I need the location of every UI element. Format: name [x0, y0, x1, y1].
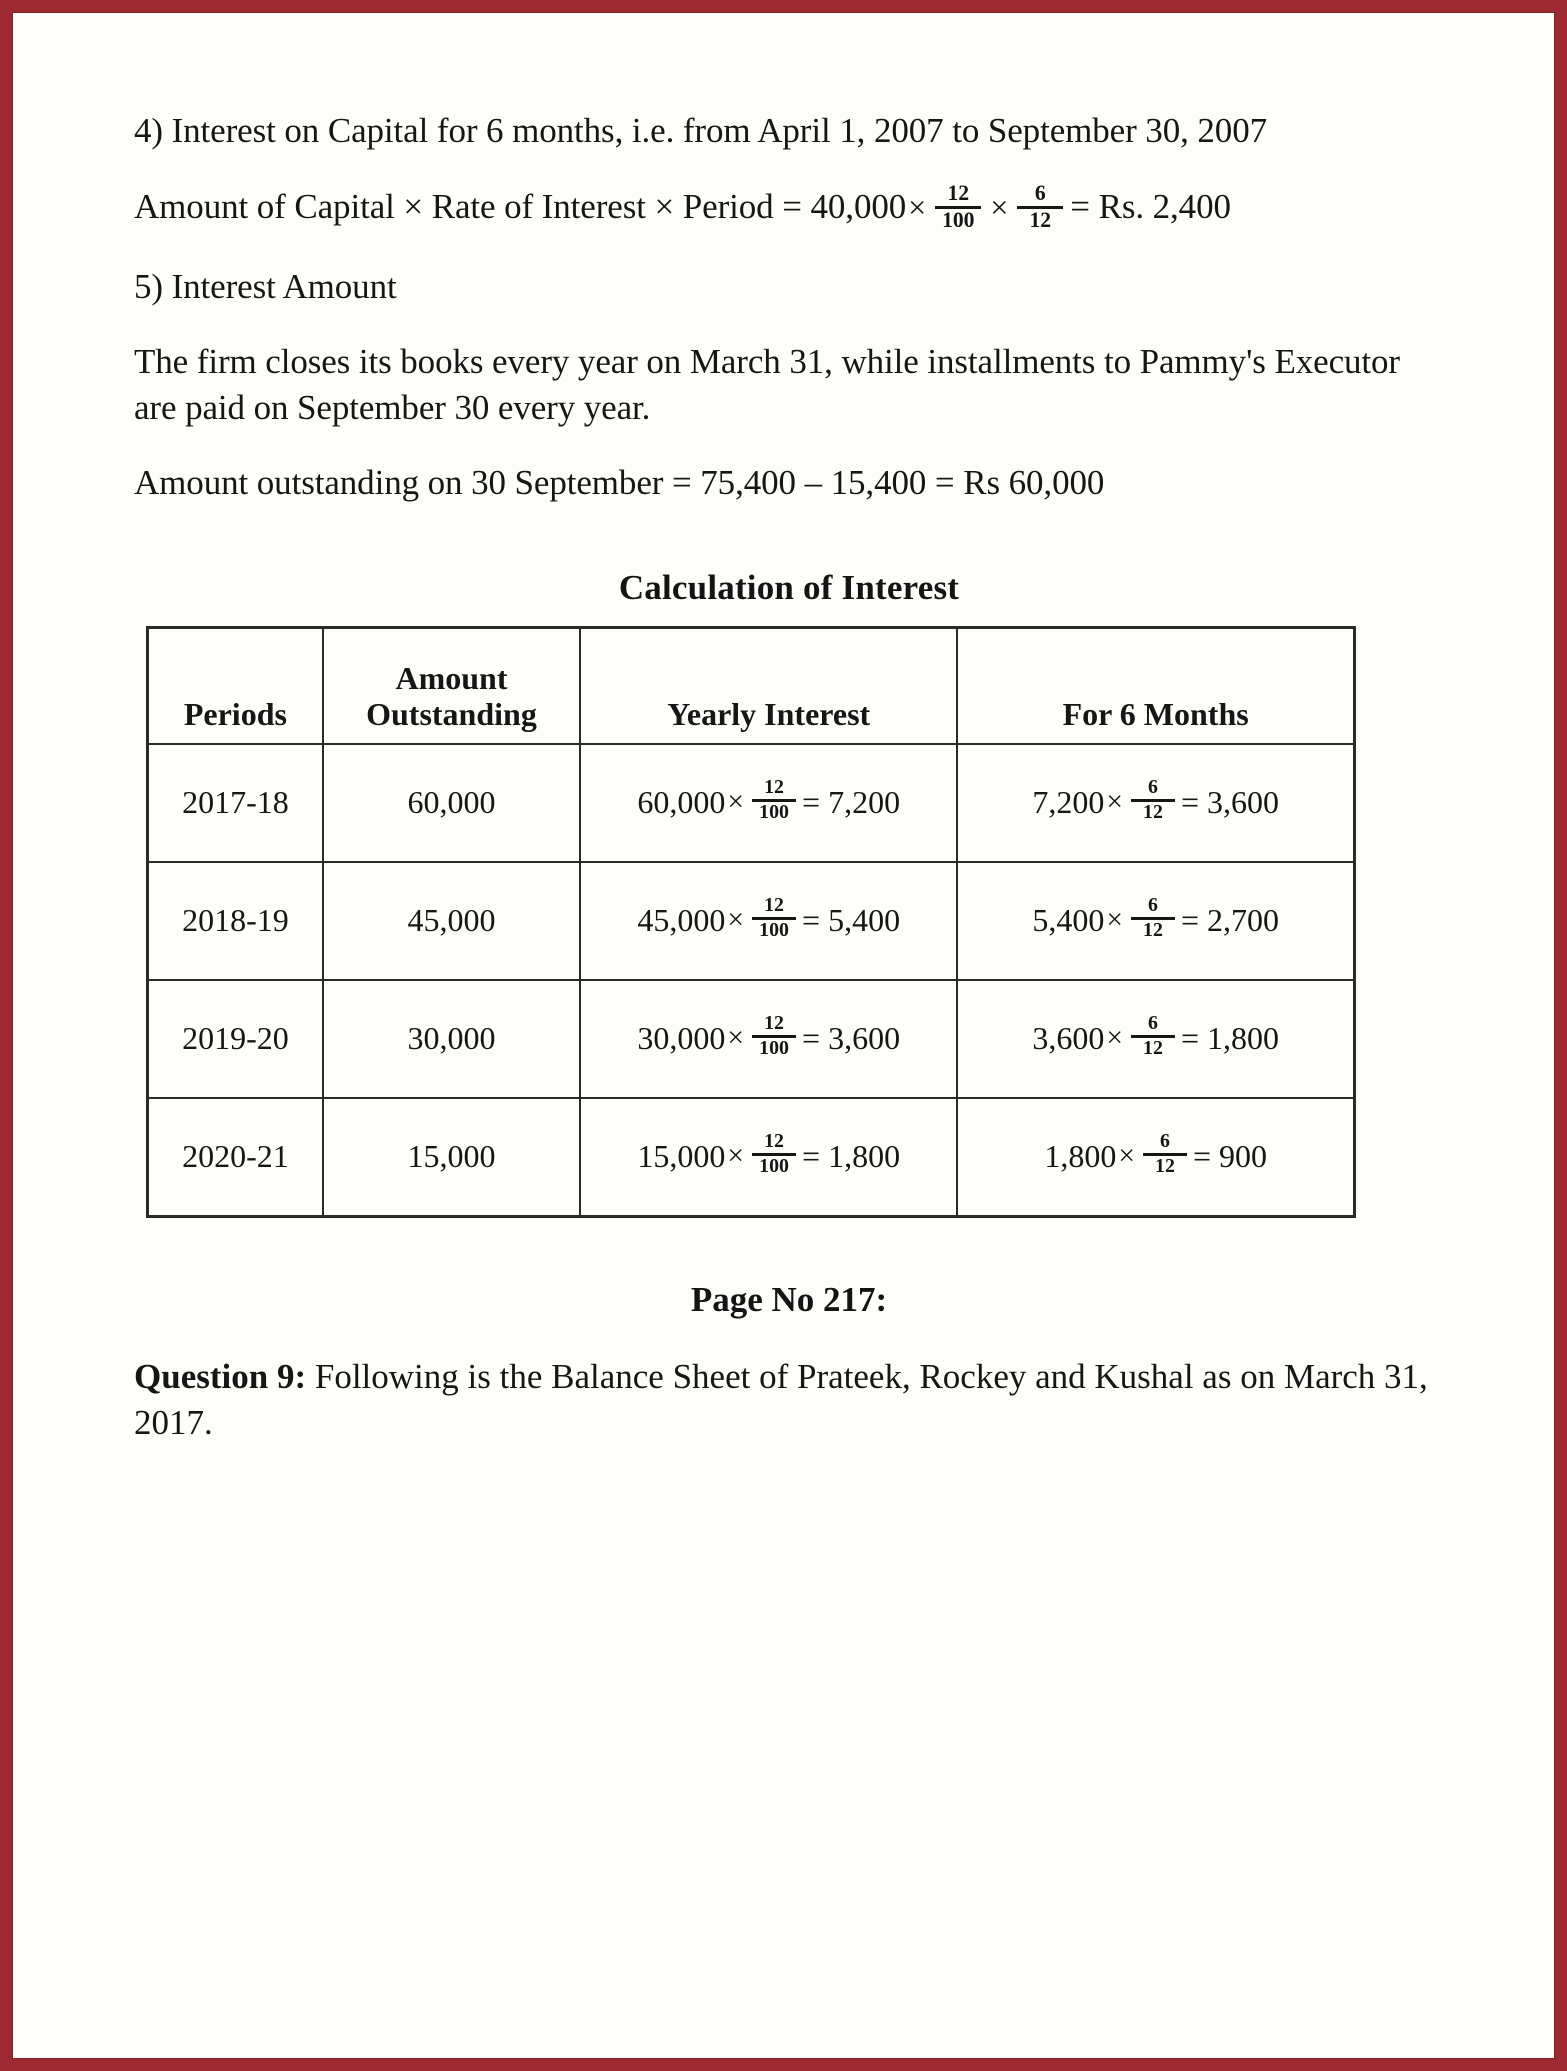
table-row	[148, 1098, 1355, 1217]
table-title: Calculation of Interest	[618, 567, 960, 607]
multiplication-sign: ×	[727, 1140, 745, 1173]
cell-period: 2017-18	[148, 744, 323, 862]
fraction-6-over-12	[1131, 778, 1175, 823]
fraction-numerator: 12	[947, 181, 969, 206]
expr-result: = 5,400	[802, 902, 901, 939]
cell-amount-outstanding: 45,000	[323, 862, 580, 980]
expr-result: = 1,800	[802, 1138, 901, 1175]
six-months-expression	[1032, 776, 1279, 825]
fraction-numerator: 6	[1147, 1012, 1158, 1035]
item4-formula-suffix: = Rs. 2,400	[1070, 186, 1231, 226]
table-row	[148, 980, 1355, 1098]
cell-yearly-interest	[580, 744, 957, 862]
fraction-numerator: 12	[764, 1012, 784, 1035]
fraction-6-over-12	[1143, 1132, 1187, 1177]
cell-period: 2018-19	[148, 862, 323, 980]
cell-for-6-months	[957, 1098, 1354, 1217]
cell-yearly-interest	[580, 1098, 957, 1217]
multiplication-sign: ×	[1106, 904, 1123, 937]
fraction-numerator: 12	[764, 776, 784, 799]
item5-paragraph: The firm closes its books every year on March 31, while installments to Pammy's Executor are paid on September 30 every year.	[134, 342, 1400, 427]
column-header-amount-outstanding: Amount Outstanding	[323, 627, 580, 744]
fraction-denominator: 100	[759, 1155, 789, 1178]
fraction-numerator: 6	[1147, 894, 1158, 917]
question-9-block	[134, 1354, 1444, 1446]
fraction-numerator: 6	[1147, 776, 1158, 799]
expr-base: 30,000	[637, 1020, 726, 1057]
expr-base: 5,400	[1032, 902, 1105, 939]
fraction-denominator: 12	[1143, 919, 1163, 942]
table-header-row	[148, 627, 1355, 744]
fraction-6-over-12	[1131, 896, 1175, 941]
fraction-6-over-12	[1017, 183, 1063, 231]
yearly-interest-expression	[637, 776, 901, 825]
cell-period: 2020-21	[148, 1098, 323, 1217]
multiplication-sign: ×	[727, 1022, 745, 1055]
column-header-for-6-months: For 6 Months	[957, 627, 1354, 744]
item4-heading: 4) Interest on Capital for 6 months, i.e. from April 1, 2007 to September 30, 2007	[134, 111, 1268, 150]
expr-result: = 1,800	[1180, 1020, 1279, 1057]
table-body	[148, 744, 1355, 1217]
column-header-periods: Periods	[148, 627, 323, 744]
fraction-12-over-100	[752, 1014, 796, 1059]
fraction-numerator: 6	[1034, 181, 1046, 206]
expr-result: = 7,200	[802, 784, 901, 821]
six-months-expression	[1032, 1012, 1279, 1061]
fraction-12-over-100	[752, 778, 796, 823]
fraction-denominator: 100	[759, 1037, 789, 1060]
cell-yearly-interest	[580, 862, 957, 980]
fraction-denominator: 12	[1029, 207, 1052, 232]
expr-base: 7,200	[1032, 784, 1105, 821]
cell-for-6-months	[957, 744, 1354, 862]
fraction-denominator: 12	[1155, 1155, 1175, 1178]
item5-outstanding-line: Amount outstanding on 30 September = 75,400 – 15,400 = Rs 60,000	[134, 463, 1105, 503]
expr-base: 15,000	[637, 1138, 726, 1175]
item4-formula	[134, 181, 1444, 234]
question-label: Question 9:	[134, 1356, 307, 1396]
cell-for-6-months	[957, 980, 1354, 1098]
fraction-6-over-12	[1131, 1014, 1175, 1059]
cell-for-6-months	[957, 862, 1354, 980]
expr-result: = 900	[1192, 1138, 1267, 1175]
expr-result: = 3,600	[1180, 784, 1279, 821]
page-number-label: Page No 217:	[690, 1279, 888, 1319]
column-header-yearly-interest: Yearly Interest	[580, 627, 957, 744]
document-sheet	[13, 13, 1554, 2058]
expr-base: 3,600	[1032, 1020, 1105, 1057]
cell-period: 2019-20	[148, 980, 323, 1098]
fraction-denominator: 100	[759, 801, 789, 824]
cell-amount-outstanding: 15,000	[323, 1098, 580, 1217]
table-row	[148, 744, 1355, 862]
yearly-interest-expression	[637, 1130, 901, 1179]
fraction-denominator: 12	[1143, 801, 1163, 824]
fraction-12-over-100	[935, 183, 981, 231]
table-row	[148, 862, 1355, 980]
yearly-interest-expression	[637, 894, 901, 943]
page-border-frame	[12, 12, 1555, 2059]
document-content	[134, 108, 1444, 1446]
calculation-of-interest-table	[146, 626, 1356, 1218]
fraction-numerator: 12	[764, 894, 784, 917]
expr-base: 45,000	[637, 902, 726, 939]
question-text: Following is the Balance Sheet of Prateek, Rockey and Kushal as on March 31, 2017.	[134, 1356, 1428, 1442]
fraction-denominator: 12	[1143, 1037, 1163, 1060]
fraction-12-over-100	[752, 896, 796, 941]
cell-amount-outstanding: 30,000	[323, 980, 580, 1098]
six-months-expression	[1044, 1130, 1267, 1179]
multiplication-sign: ×	[1106, 786, 1123, 819]
multiplication-sign-1: ×	[908, 188, 927, 225]
expr-base: 1,800	[1044, 1138, 1117, 1175]
fraction-numerator: 6	[1159, 1130, 1170, 1153]
cell-amount-outstanding: 60,000	[323, 744, 580, 862]
multiplication-sign: ×	[727, 904, 745, 937]
cell-yearly-interest	[580, 980, 957, 1098]
fraction-numerator: 12	[764, 1130, 784, 1153]
multiplication-sign: ×	[727, 786, 745, 819]
expr-result: = 3,600	[802, 1020, 901, 1057]
fraction-denominator: 100	[759, 919, 789, 942]
six-months-expression	[1032, 894, 1279, 943]
fraction-12-over-100	[752, 1132, 796, 1177]
item4-formula-line	[134, 181, 1444, 234]
expr-result: = 2,700	[1180, 902, 1279, 939]
item5-heading: 5) Interest Amount	[134, 266, 397, 306]
item4-formula-prefix: Amount of Capital × Rate of Interest × Period = 40,000	[134, 186, 907, 226]
fraction-denominator: 100	[942, 207, 975, 232]
multiplication-sign-2: ×	[990, 188, 1009, 225]
multiplication-sign: ×	[1106, 1022, 1123, 1055]
multiplication-sign: ×	[1118, 1140, 1135, 1173]
expr-base: 60,000	[637, 784, 726, 821]
yearly-interest-expression	[637, 1012, 901, 1061]
